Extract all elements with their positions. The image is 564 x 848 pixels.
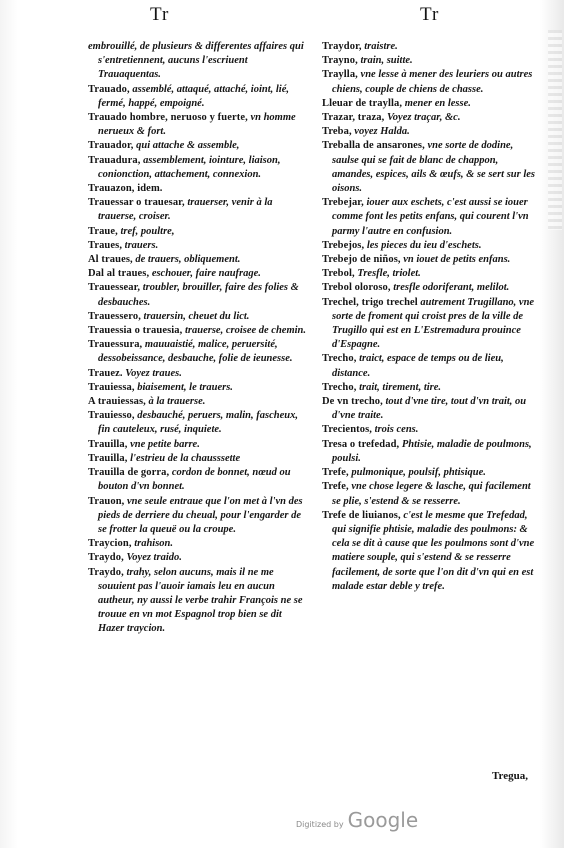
entry-headword: Traycion, — [88, 538, 132, 550]
entry-translation: traistre. — [364, 41, 398, 52]
entry-headword: Trebol, — [322, 268, 355, 280]
entry-headword: Trebejo de niños, — [322, 254, 401, 266]
entry-translation: l'estrieu de la chausssette — [130, 452, 241, 464]
dictionary-entry — [88, 281, 308, 309]
dictionary-entry — [88, 225, 308, 239]
dictionary-entry — [88, 239, 308, 253]
entry-headword: De vn trecho, — [322, 396, 383, 408]
dictionary-entry — [88, 452, 308, 466]
entry-translation: de trauers, obliquement. — [135, 254, 241, 266]
right-column — [322, 40, 536, 594]
entry-headword: Trauilla, — [88, 438, 128, 450]
entry-translation: pulmonique, poulsif, phtisique. — [351, 467, 486, 479]
entry-headword: Trecientos, — [322, 424, 372, 436]
entry-headword: Trauazon, idem. — [88, 183, 163, 195]
dictionary-entry — [88, 196, 308, 224]
entry-headword: Trauiessa, — [88, 381, 135, 393]
entry-headword: Dal al traues, — [88, 268, 150, 280]
entry-translation: les pieces du ieu d'eschets. — [366, 239, 482, 251]
entry-headword: Trebejos, — [322, 239, 365, 251]
dictionary-entry — [88, 310, 308, 324]
entry-headword: Trauadura, — [88, 154, 141, 166]
entry-headword: Trauessero, — [88, 310, 141, 322]
entry-headword: Trauessar o trauesar, — [88, 197, 185, 209]
entry-headword: A trauiessas, — [88, 396, 146, 408]
dictionary-entry — [88, 324, 308, 338]
entry-headword: Trauessura, — [88, 339, 143, 351]
running-head-left: Tr — [150, 4, 170, 25]
dictionary-entry — [88, 338, 308, 366]
dictionary-entry — [88, 537, 308, 551]
entry-headword: Traue, — [88, 225, 118, 237]
entry-translation: vne lesse à mener des leuriers ou autres chiens, couple de chiens de chasse. — [332, 69, 533, 95]
entry-headword: Trauador, — [88, 140, 134, 152]
dictionary-entry — [88, 253, 308, 267]
entry-headword: Trecho, — [322, 353, 357, 365]
entry-translation: Tresfle, triolet. — [357, 268, 421, 280]
entry-translation: Voyez traido. — [126, 552, 182, 564]
entry-headword: Trauilla de gorra, — [88, 467, 170, 479]
entry-translation: tout d'vne tire, tout d'vn trait, ou d'vne traite. — [332, 396, 527, 422]
entry-translation: assemblement, iointure, liaison, conionction, attachement, connexion. — [98, 154, 281, 180]
dictionary-entry — [322, 125, 536, 139]
entry-translation: assemblé, attaqué, attaché, ioint, lié, fermé, happé, empoigné. — [98, 83, 289, 109]
footer-prefix: Digitized by — [296, 820, 344, 829]
entry-translation: trahison. — [134, 538, 174, 550]
entry-translation: iouer aux eschets, c'est aussi se iouer comme font les petits enfans, qui courent l'vn parmy l'autre en confusion. — [332, 197, 529, 237]
entry-translation: troubler, brouiller, faire des folies & desbauches. — [98, 282, 299, 308]
entry-headword: Trefe, — [322, 481, 349, 493]
entry-headword: Trechel, trigo trechel — [322, 296, 418, 308]
entry-headword: Trauado, — [88, 83, 130, 95]
left-column — [88, 40, 308, 637]
dictionary-entry — [88, 466, 308, 494]
dictionary-entry — [88, 395, 308, 409]
dictionary-entry — [322, 68, 536, 96]
entry-headword: Trefe, — [322, 467, 349, 479]
entry-headword: Traydo, — [88, 552, 124, 564]
entry-translation: train, suitte. — [360, 55, 413, 67]
entry-translation: vn homme nerueux & fort. — [98, 112, 296, 138]
entry-translation: mener en lesse. — [404, 97, 471, 109]
entry-translation: à la trauerse. — [148, 396, 206, 408]
entry-headword: Trauado hombre, neruoso y fuerte, — [88, 112, 248, 124]
dictionary-entry — [322, 395, 536, 423]
entry-translation: biaisement, le trauers. — [137, 381, 233, 393]
dictionary-entry — [88, 438, 308, 452]
entry-headword: Trauon, — [88, 495, 125, 507]
dictionary-entry — [322, 423, 536, 437]
entry-translation: vne chose legere & lasche, qui facilement se plie, s'estend & se resserre. — [332, 481, 531, 507]
entry-translation: traict, espace de temps ou de lieu, distance. — [332, 353, 504, 379]
dictionary-entry — [322, 466, 536, 480]
dictionary-entry — [88, 83, 308, 111]
entry-headword: Trauez. — [88, 367, 123, 379]
entry-translation: qui attache & assemble, — [136, 140, 240, 152]
entry-translation: eschouer, faire naufrage. — [151, 268, 261, 280]
dictionary-entry — [322, 267, 536, 281]
page-edge-shadow — [548, 30, 562, 230]
entry-translation: voyez Halda. — [354, 126, 410, 138]
dictionary-entry — [88, 409, 308, 437]
dictionary-entry — [88, 154, 308, 182]
entry-headword: Lleuar de traylla, — [322, 97, 403, 109]
dictionary-entry — [322, 438, 536, 466]
dictionary-entry — [322, 480, 536, 508]
google-logo: Google — [347, 808, 419, 832]
entry-translation: desbauché, peruers, malin, fascheux, fin cauteleux, rusé, inquiete. — [98, 410, 298, 436]
dictionary-entry — [88, 566, 308, 637]
entry-translation: trois cens. — [374, 424, 419, 436]
entry-translation: vne sorte de dodine, saulse qui se fait de blanc de chappon, amandes, espices, ails & œufs, & se sert sur les oisons. — [332, 140, 536, 195]
entry-headword: Trauessia o trauesia, — [88, 325, 183, 337]
entry-headword: Traylla, — [322, 69, 358, 81]
entry-translation: cordon de bonnet, nœud ou bouton d'vn bonnet. — [98, 467, 291, 493]
entry-headword: Trauilla, — [88, 452, 128, 464]
dictionary-entry — [88, 111, 308, 139]
dictionary-entry — [322, 139, 536, 196]
entry-headword: Traues, — [88, 239, 123, 251]
dictionary-entry — [322, 253, 536, 267]
dictionary-entry — [322, 97, 536, 111]
entry-translation: Phtisie, maladie de poulmons, poulsi. — [332, 438, 532, 464]
dictionary-entry — [88, 381, 308, 395]
entry-translation: trauers. — [124, 239, 159, 251]
entry-translation: trahy, selon aucuns, mais il ne me souuient pas l'auoir iamais leu en aucun autheur, ny aussi le verbe trahir François ne se trouue en vn mot Espagnol trop bien se dit Hazer traycion. — [98, 566, 303, 635]
entry-translation: Voyez traues. — [125, 367, 182, 379]
entry-headword: Trefe de liuianos, — [322, 509, 401, 521]
dictionary-entry — [322, 40, 536, 54]
dictionary-entry — [88, 495, 308, 538]
dictionary-entry — [88, 182, 308, 196]
dictionary-entry — [322, 352, 536, 380]
dictionary-entry — [322, 54, 536, 68]
dictionary-entry — [322, 509, 536, 594]
entry-translation: trait, tirement, tire. — [359, 381, 442, 393]
dictionary-entry — [322, 111, 536, 125]
entry-headword: Tresa o trefedad, — [322, 438, 400, 450]
entry-headword: Traydor, — [322, 41, 362, 52]
entry-translation: c'est le mesme que Trefedad, qui signifie phtisie, maladie des poulmons: & cela se dit à cause que les poulmons sont d'vne matiere souple, qui s'estend & se resserre facilement, de sorte que l'on dit d'vn qui en est malade estar deble y trefe. — [332, 509, 535, 592]
entry-translation: vne seule entraue que l'on met à l'vn des pieds de derriere du cheual, pour l'engarder de se frotter la queuë ou la croupe. — [98, 495, 303, 535]
entry-headword: Trayno, — [322, 55, 358, 67]
dictionary-entry — [88, 551, 308, 565]
entry-headword: Trebol oloroso, — [322, 282, 391, 294]
entry-translation: vn iouet de petits enfans. — [403, 254, 511, 266]
dictionary-entry — [322, 281, 536, 295]
entry-headword: Treba, — [322, 126, 352, 138]
digitized-footer — [296, 808, 418, 832]
catchword: Tregua, — [492, 770, 528, 782]
entry-headword: Trebejar, — [322, 197, 364, 209]
entry-headword: Trazar, traza, — [322, 112, 385, 124]
entry-translation: vne petite barre. — [130, 438, 200, 450]
entry-headword: Traydo, — [88, 566, 124, 578]
entry-translation: trauersin, cheuet du lict. — [143, 310, 250, 322]
running-head-right: Tr — [420, 4, 440, 25]
dictionary-entry — [88, 139, 308, 153]
dictionary-entry — [322, 296, 536, 353]
entry-translation: Voyez traçar, &c. — [386, 112, 461, 124]
entry-headword: Trecho, — [322, 381, 357, 393]
dictionary-entry — [322, 239, 536, 253]
dictionary-entry — [322, 196, 536, 239]
dictionary-entry — [88, 367, 308, 381]
dictionary-entry — [88, 267, 308, 281]
dictionary-entry — [322, 381, 536, 395]
entry-translation: trauerse, croisee de chemin. — [184, 325, 307, 337]
dictionary-entry — [88, 40, 308, 83]
entry-headword: Al traues, — [88, 254, 133, 266]
entry-headword: Trauessear, — [88, 282, 141, 294]
entry-headword: Trauiesso, — [88, 410, 135, 422]
entry-translation: trauerser, venir à la trauerse, croiser. — [98, 197, 273, 223]
entry-translation: tref, poultre, — [120, 225, 175, 237]
entry-headword: Treballa de ansarones, — [322, 140, 425, 152]
entry-translation: autrement Trugillano, vne sorte de froment qui croist pres de la ville de Trugillo qui est en L'Estremadura prouince d'Espagne. — [332, 296, 535, 351]
entry-translation: tresfle odoriferant, melilot. — [393, 282, 510, 294]
entry-translation: embrouillé, de plusieurs & differentes affaires qui s'entretiennent, aucuns l'escriuent Trauaquentas. — [88, 41, 304, 81]
entry-translation: mauuaistié, malice, peruersité, dessobeissance, desbauche, folie de ieunesse. — [98, 339, 293, 365]
